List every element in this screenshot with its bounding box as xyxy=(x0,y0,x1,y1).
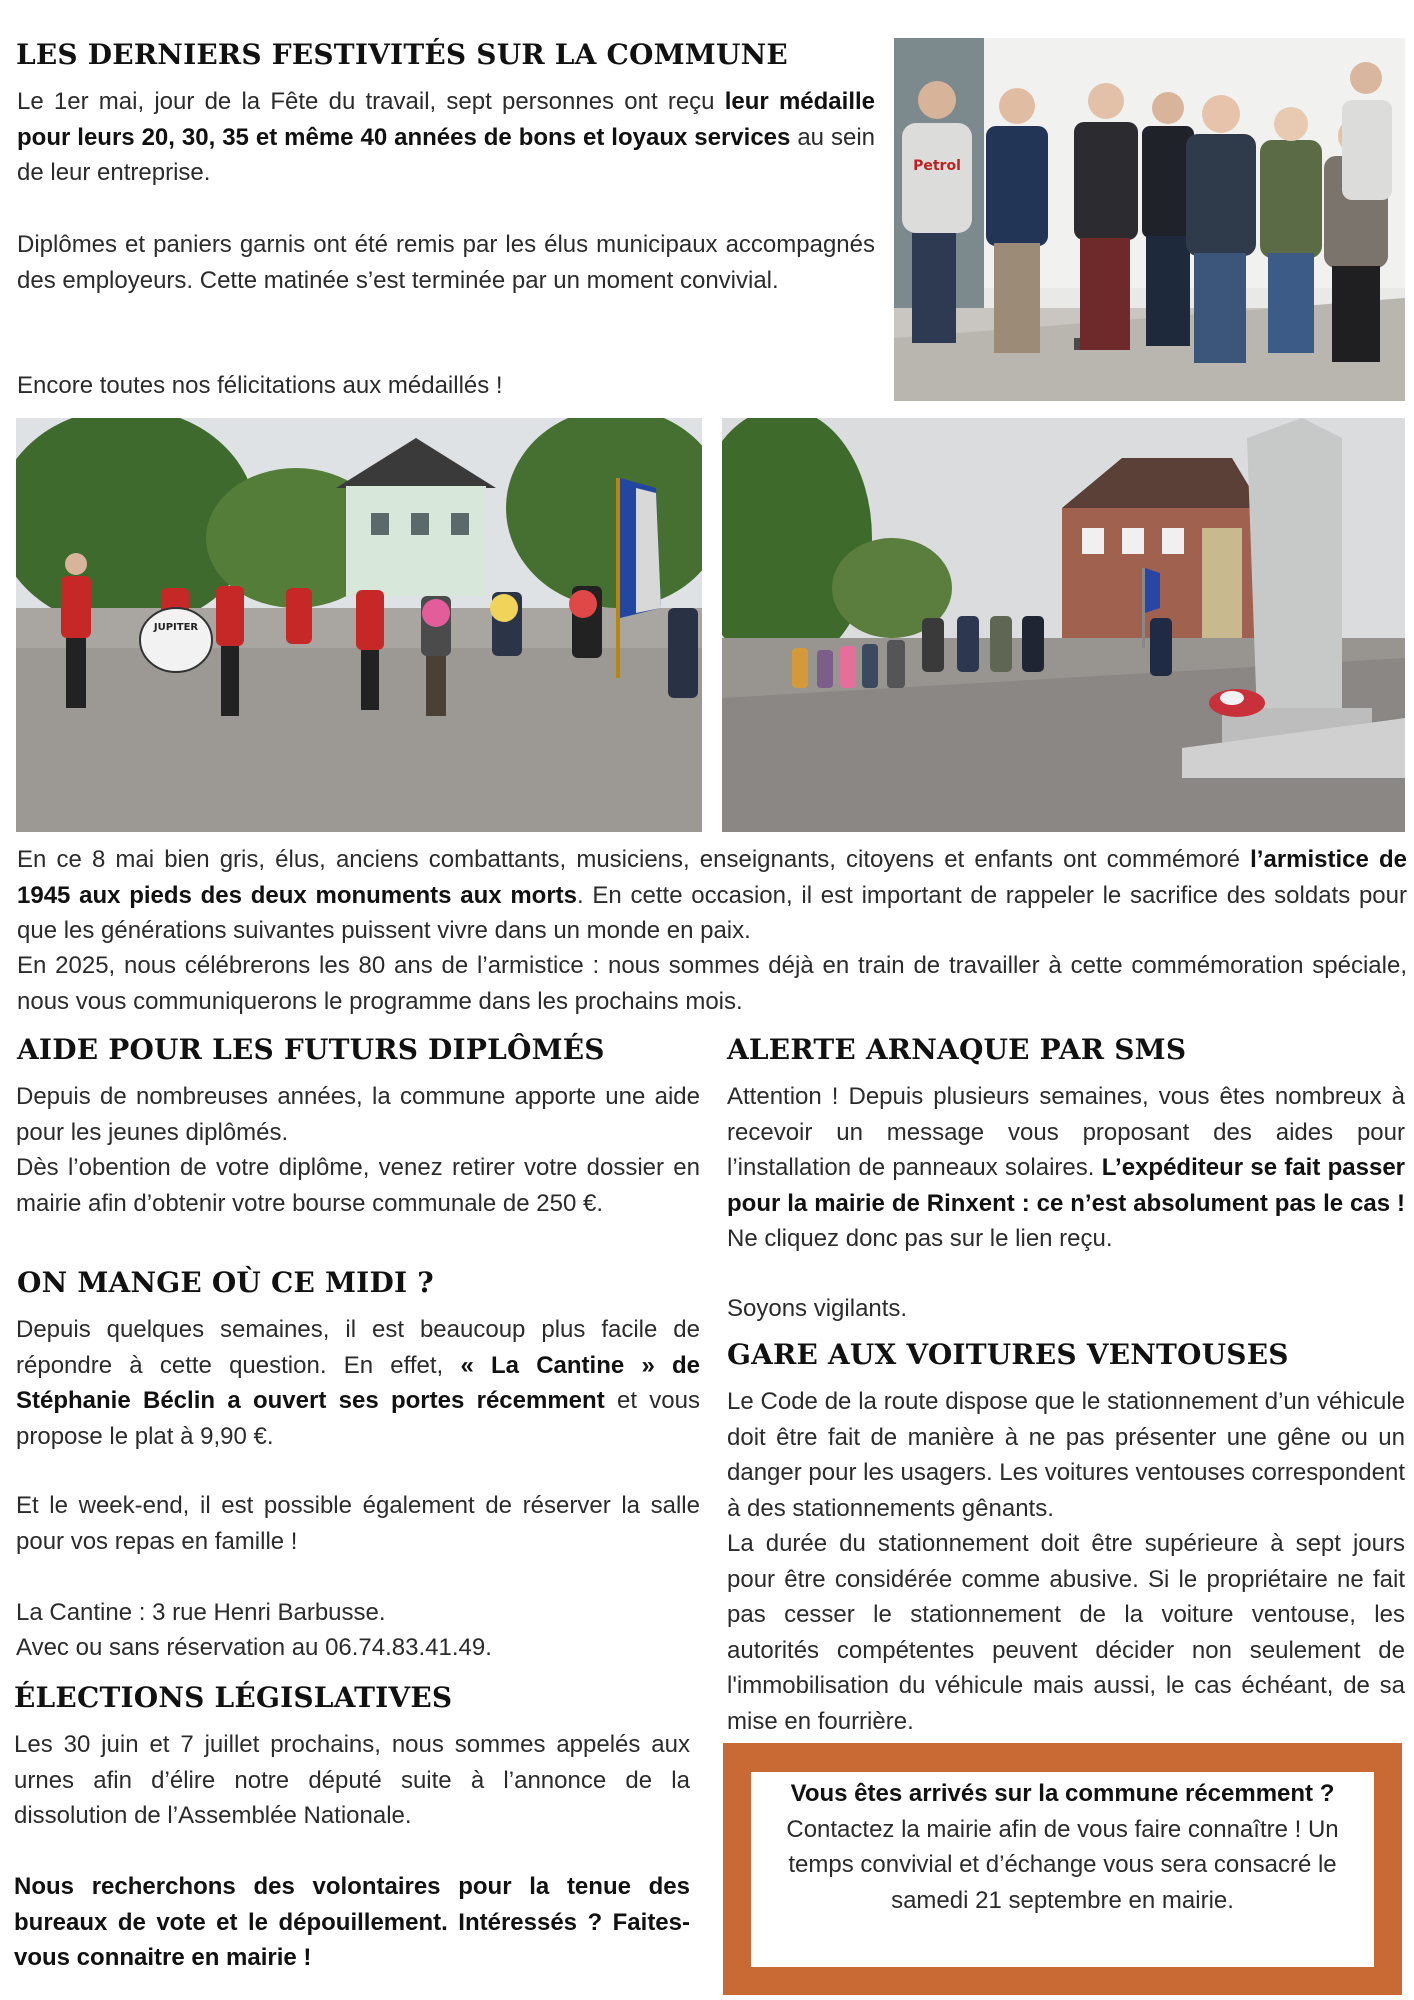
armistice-paragraph-2: En 2025, nous célébrerons les 80 ans de l’armistice : nous sommes déjà en train de travailler à cette commémoration spéciale, nous vous communiquerons le programme dans les prochains mois. xyxy=(17,952,1407,1015)
voitures-ventouses-title: GARE AUX VOITURES VENTOUSES xyxy=(727,1338,1289,1371)
aide-diplomes-paragraph-1: Depuis de nombreuses années, la commune apporte une aide pour les jeunes diplômés. xyxy=(16,1083,700,1146)
cantine-paragraph-1: Depuis quelques semaines, il est beaucoup plus facile de répondre à cette question. En effet, « La Cantine » de Stéphanie Béclin a ouvert ses portes récemment et vous propose le plat à 9,90 €. xyxy=(16,1316,701,1450)
cantine-paragraph-2: Et le week-end, il est possible également de réserver la salle pour vos repas en famille ! xyxy=(16,1492,700,1555)
drum-logo-text: JUPITER xyxy=(153,622,199,633)
cantine-address: La Cantine : 3 rue Henri Barbusse. xyxy=(16,1599,386,1626)
elections-volunteers-call: Nous recherchons des volontaires pour la tenue des bureaux de vote et le dépouillement. Intéressés ? Faites-vous connaitre en mairie ! xyxy=(14,1873,690,1971)
armistice-paragraph-1: En ce 8 mai bien gris, élus, anciens combattants, musiciens, enseignants, citoyens et enfants ont commémoré l’armistice de 1945 aux pieds des deux monuments aux morts. En cette occasion, il est important de rappeler le sacrifice des soldats pour que les générations suivantes puissent vivre dans un monde en paix. xyxy=(17,846,1408,944)
elections-title: ÉLECTIONS LÉGISLATIVES xyxy=(14,1681,453,1714)
new-residents-notice xyxy=(751,1772,1374,1967)
new-residents-notice-title: Vous êtes arrivés sur la commune récemment ? xyxy=(790,1780,1335,1807)
festivites-paragraph-3: Encore toutes nos félicitations aux médaillés ! xyxy=(17,372,503,399)
new-residents-notice-frame xyxy=(723,1743,1402,1995)
voitures-ventouses-paragraph-1: Le Code de la route dispose que le stationnement d’un véhicule doit être fait de manière à ne pas présenter une gêne ou un danger pour les usagers. Les voitures ventouses correspondent à des stationnements gênants. xyxy=(727,1388,1405,1522)
cantine-title: ON MANGE OÙ CE MIDI ? xyxy=(17,1266,434,1299)
elections-paragraph-1: Les 30 juin et 7 juillet prochains, nous sommes appelés aux urnes afin d’élire notre député suite à l’annonce de la dissolution de l’Assemblée Nationale. xyxy=(14,1731,690,1829)
festivites-title: LES DERNIERS FESTIVITÉS SUR LA COMMUNE xyxy=(16,38,788,71)
festivites-paragraph-1: Le 1er mai, jour de la Fête du travail, sept personnes ont reçu leur médaille pour leurs 20, 30, 35 et même 40 années de bons et loyaux services au sein de leur entreprise. xyxy=(17,88,876,186)
sms-alert-paragraph-2: Soyons vigilants. xyxy=(727,1295,908,1322)
shirt-logo-text: Petrol xyxy=(913,158,961,174)
aide-diplomes-title: AIDE POUR LES FUTURS DIPLÔMÉS xyxy=(17,1033,605,1066)
armistice-parade-photo xyxy=(16,418,702,832)
medal-recipients-photo xyxy=(894,38,1405,401)
new-residents-notice-body: Contactez la mairie afin de vous faire connaître ! Un temps convivial et d’échange vous sera consacré le samedi 21 septembre en mairie. xyxy=(786,1815,1339,1914)
sms-alert-title: ALERTE ARNAQUE PAR SMS xyxy=(727,1033,1187,1066)
festivites-paragraph-2: Diplômes et paniers garnis ont été remis par les élus municipaux accompagnés des employeurs. Cette matinée s’est terminée par un moment convivial. xyxy=(17,231,875,294)
voitures-ventouses-paragraph-2: La durée du stationnement doit être supérieure à sept jours pour être considérée comme abusive. Si le propriétaire ne fait pas cesser le stationnement de la voiture ventouse, les autorités compétentes peuvent décider non seulement de l'immobilisation du véhicule mais aussi, le cas échéant, de sa mise en fourrière. xyxy=(727,1530,1405,1735)
war-memorial-photo xyxy=(722,418,1405,832)
sms-alert-paragraph-1: Attention ! Depuis plusieurs semaines, vous êtes nombreux à recevoir un message vous proposant des aides pour l’installation de panneaux solaires. L’expéditeur se fait passer pour la mairie de Rinxent : ce n’est absolument pas le cas ! Ne cliquez donc pas sur le lien reçu. xyxy=(727,1083,1406,1252)
cantine-phone: Avec ou sans réservation au 06.74.83.41.49. xyxy=(16,1634,492,1661)
aide-diplomes-paragraph-2: Dès l’obention de votre diplôme, venez retirer votre dossier en mairie afin d’obtenir votre bourse communale de 250 €. xyxy=(16,1154,700,1217)
